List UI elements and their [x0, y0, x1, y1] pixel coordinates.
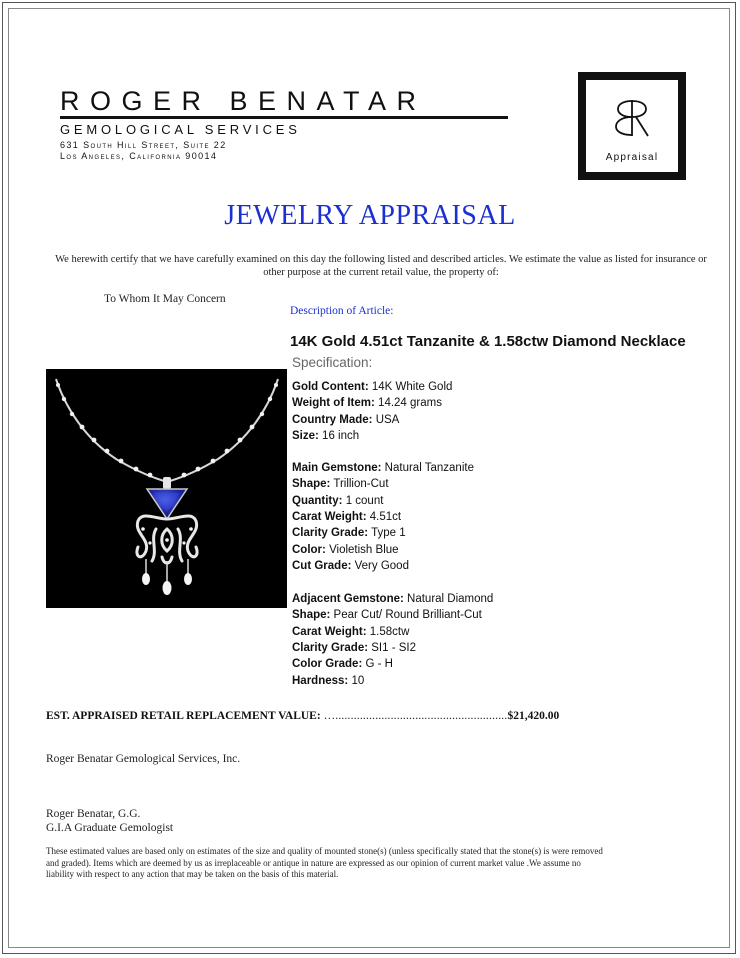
spec-label: Size: [292, 429, 319, 442]
spec-label: Color Grade: [292, 658, 363, 671]
spec-line [292, 626, 409, 638]
company-subtitle: GEMOLOGICAL SERVICES [60, 122, 301, 137]
spec-label: Gold Content: [292, 381, 369, 393]
spec-line [292, 527, 406, 539]
spec-line [292, 511, 401, 523]
spec-label: Country Made: [292, 413, 373, 426]
appraised-value-label: EST. APPRAISED RETAIL REPLACEMENT VALUE: [46, 710, 321, 722]
spec-line [292, 609, 482, 621]
spec-line [292, 381, 452, 393]
spec-label: Main Gemstone: [292, 462, 382, 474]
spec-label: Clarity Grade: [292, 641, 369, 654]
spec-value: 14.24 grams [378, 397, 442, 410]
address-line-1: 631 South Hill Street, Suite 22 [60, 140, 227, 150]
necklace-image [46, 369, 287, 608]
spec-label: Weight of Item: [292, 397, 375, 410]
signer-title: G.I.A Graduate Gemologist [46, 822, 174, 834]
spec-value: 10 [351, 674, 365, 687]
spec-value: Natural Diamond [407, 593, 494, 605]
spec-line [292, 495, 383, 507]
spec-value: Trillion-Cut [333, 478, 389, 491]
document-title: JEWELRY APPRAISAL [224, 200, 516, 231]
spec-value: 16 inch [322, 429, 360, 442]
spec-line [292, 675, 364, 687]
spec-value: Natural Tanzanite [384, 462, 474, 474]
description-label: Description of Article: [290, 305, 394, 317]
spec-label: Carat Weight: [292, 510, 367, 523]
signer-name: Roger Benatar, G.G. [46, 808, 141, 820]
spec-value: G - H [365, 658, 393, 671]
disclaimer: These estimated values are based only on estimates of the size and quality of mounted stone(s) (unless specifically stated that the stone(s) is were removed and graded). Items which are deemed by us as irreplaceable or antique in nature are expressed as our opinion of current market value .We assume no liability with respect to any action that may be taken on the basis of this material. [46, 846, 603, 879]
appraised-value-amount: $21,420.00 [507, 710, 560, 722]
spec-value: 1 count [345, 494, 384, 507]
spec-label: Carat Weight: [292, 625, 367, 638]
spec-line [292, 544, 399, 556]
spec-label: Color: [292, 543, 326, 556]
spec-value: Very Good [354, 559, 409, 572]
spec-line [292, 430, 359, 442]
spec-label: Cut Grade: [292, 559, 352, 572]
company-name: ROGER BENATAR [60, 86, 427, 116]
spec-value: 4.51ct [369, 510, 402, 523]
spec-value: Type 1 [371, 527, 406, 540]
item-title: 14K Gold 4.51ct Tanzanite & 1.58ctw Diamond Necklace [290, 333, 686, 350]
spec-label: Shape: [292, 478, 331, 491]
recipient: To Whom It May Concern [104, 293, 226, 305]
spec-label: Clarity Grade: [292, 527, 369, 540]
spec-line [292, 560, 409, 572]
letterhead-rule [60, 116, 508, 119]
spec-label: Adjacent Gemstone: [292, 593, 404, 605]
spec-line [292, 478, 389, 490]
necklace-photo [46, 369, 287, 608]
br-monogram-icon [586, 80, 678, 150]
spec-value: USA [375, 413, 400, 426]
appraised-value-line [46, 710, 559, 722]
company-signature-name: Roger Benatar Gemological Services, Inc. [46, 753, 241, 765]
spec-value: 14K White Gold [371, 381, 453, 393]
value-leader-dots: …........................................................ [323, 710, 508, 722]
certification-statement: We herewith certify that we have carefully examined on this day the following listed and described articles. We estimate the value as listed for insurance or other purpose at the current retail value, the property of: [55, 254, 707, 278]
spec-value: Violetish Blue [329, 543, 399, 556]
logo-label: Appraisal [605, 152, 659, 163]
appraisal-logo [578, 72, 686, 180]
spec-value: Pear Cut/ Round Brilliant-Cut [333, 609, 482, 622]
spec-label: Quantity: [292, 494, 343, 507]
spec-line [292, 462, 474, 474]
spec-line [292, 397, 442, 409]
spec-value: 1.58ctw [369, 625, 410, 638]
spec-line [292, 658, 393, 670]
spec-label: Shape: [292, 609, 331, 622]
specification-label: Specification: [292, 355, 373, 370]
spec-line [292, 642, 416, 654]
address-line-2: Los Angeles, California 90014 [60, 151, 218, 161]
spec-line [292, 414, 399, 426]
spec-label: Hardness: [292, 674, 349, 687]
spec-line [292, 593, 493, 605]
spec-value: SI1 - SI2 [371, 641, 417, 654]
